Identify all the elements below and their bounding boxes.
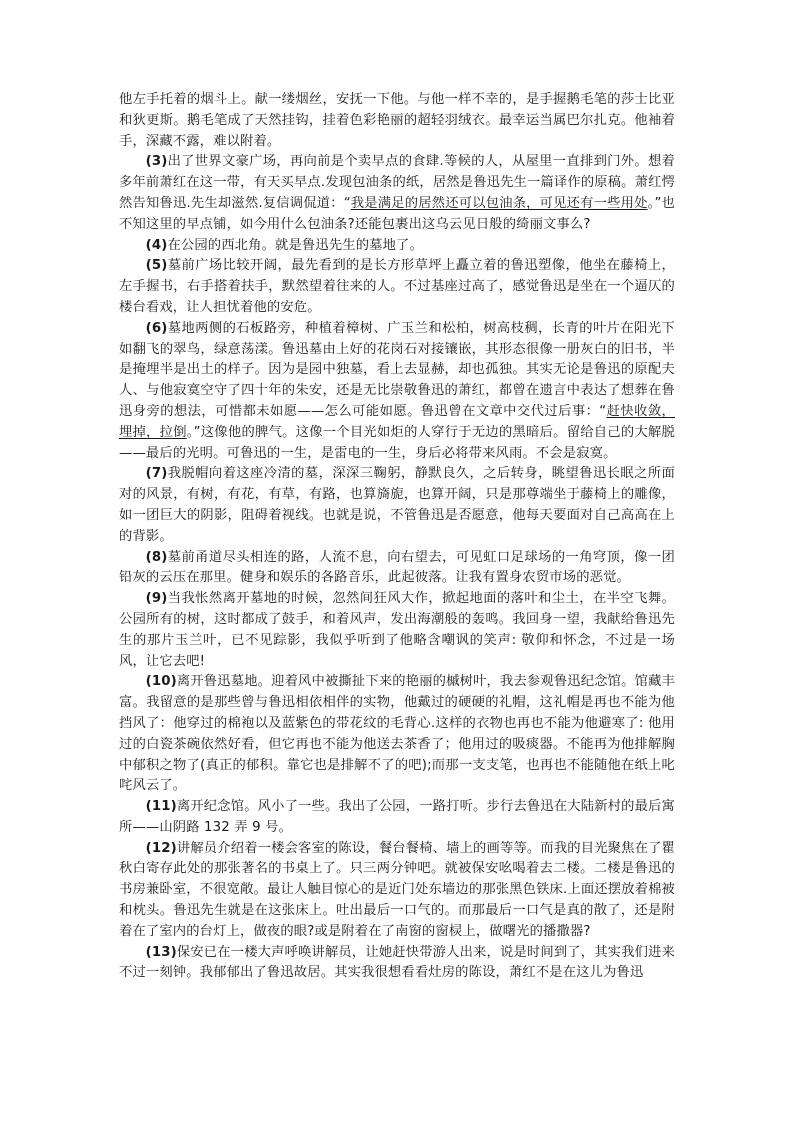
paragraph-7 [119,464,675,547]
paragraph-number: (4) [145,237,168,253]
article-body [119,90,675,984]
paragraph-number: (11) [145,799,177,815]
paragraph-number: (8) [145,549,168,565]
paragraph-text: 离开鲁迅墓地。迎着风中被撕扯下来的艳丽的槭树叶，我去参观鲁迅纪念馆。馆藏丰富。我留意的是那些曾与鲁迅相依相伴的实物，他戴过的硬硬的礼帽，这礼帽是再也不能为他挡风了：他穿过的棉袍以及蓝紫色的带花纹的毛背心.这样的衣物也再也不能为他避寒了: 他用过的白瓷茶碗依然好看，但它再也不能为他送去茶香了；他用过的吸痰器。不能再为他排解胸中郁积之物了(真正的郁积。靠它也是排解不了的吧);而那一支支笔，也再也不能随他在纸上叱咤风云了。 [119,674,675,794]
paragraph-9 [119,589,675,672]
paragraph-11 [119,797,675,839]
paragraph-text: 保安已在一楼大声呼唤讲解员，让她赶快带游人出来，说是时间到了，其实我们进来不过一刻钟。我郁郁出了鲁迅故居。其实我很想看看灶房的陈设，萧红不是在这儿为鲁迅 [119,944,675,981]
paragraph-text: 在公园的西北角。就是鲁迅先生的墓地了。 [167,237,423,253]
paragraph-number: (13) [145,944,177,960]
paragraph-number: (10) [145,674,177,690]
paragraph-text: 当我怅然离开墓地的时候，忽然间狂风大作，掀起地面的落叶和尘土，在半空飞舞。公园所有的树，这时都成了鼓手，和着风声，发出海潮般的轰鸣。我回身一望，我献给鲁迅先生的那片玉兰叶，已不见踪影，我似乎听到了他略含嘲讽的笑声: 敬仰和怀念，不过是一场风，让它去吧! [119,591,675,669]
paragraph-number: (9) [145,591,168,607]
paragraph-13 [119,943,675,985]
paragraph-10 [119,672,675,797]
paragraph-text: 离开纪念馆。风小了一些。我出了公园，一路打听。步行去鲁迅在大陆新村的最后寓所——山阴路 132 弄 9 号。 [119,799,675,835]
paragraph-text: 墓前甬道尽头相连的路，人流不息，向右望去，可见虹口足球场的一角穹顶，像一团铅灰的云压在那里。健身和娱乐的各路音乐，此起彼落。让我有置身农贸市场的恶觉。 [119,549,675,586]
paragraph-text: 。”也不知这里的早点铺，如今用什么包油条?还能包裹出这乌云见日般的绮丽文事么? [119,195,675,232]
paragraph-8 [119,548,675,590]
paragraph-text: 墓地两侧的石板路旁，种植着樟树、广玉兰和松柏，树高枝稠，长青的叶片在阳光下如翻飞的翠鸟，绿意荡漾。鲁迅墓由上好的花岗石对接镶嵌，其形态很像一册灰白的旧书，半是掩埋半是出土的样子。因为是园中独墓，看上去显赫，却也孤独。其实无论是鲁迅的原配夫人、与他寂寞空守了四十年的朱安，还是无比崇敬鲁迅的萧红，都曾在遗言中表达了想葬在鲁迅身旁的想法，可惜都未如愿——怎么可能如愿。鲁迅曾在文章中交代过后事：“ [119,320,675,419]
paragraph-text: 我脱帽向着这座冷清的墓，深深三鞠躬，静默良久，之后转身，眺望鲁迅长眠之所面对的风景，有树，有花，有草，有路，也算旖旎，也算开阔，只是那尊端坐于藤椅上的雕像，如一团巨大的阴影，阻碍着视线。也就是说，不管鲁迅是否愿意，他每天要面对自己高高在上的背影。 [119,466,675,544]
paragraph-text: 墓前广场比较开阔，最先看到的是长方形草坪上矗立着的鲁迅塑像，他坐在藤椅上，左手握书，右手搭着扶手，默然望着往来的人。不过基座过高了，感觉鲁迅是坐在一个逼仄的楼台看戏，让人担忧着他的安危。 [119,258,675,315]
paragraph-number: (3) [145,154,168,170]
paragraph-4 [119,236,675,257]
paragraph-number: (6) [145,320,168,336]
paragraph-12 [119,839,675,943]
paragraph-3 [119,152,675,235]
underlined-quote: 我是满足的居然还可以包油条，可见还有一些用处 [350,195,648,211]
paragraph-text: 出了世界文豪广场，再向前是个卖早点的食肆.等候的人，从屋里一直排到门外。想着多年前萧红在这一带，有天买早点.发现包油条的纸，居然是鲁迅先生一篇译作的原稿。萧红愕然告知鲁迅.先生却滋然.复信调侃道：“ [119,154,675,211]
paragraph-text: 他左手托着的烟斗上。献一缕烟丝，安抚一下他。与他一样不幸的，是手握鹅毛笔的莎士比亚和狄更斯。鹅毛笔成了天然挂钩，挂着色彩艳丽的超轻羽绒衣。最幸运当属巴尔扎克。他袖着手，深藏不露，难以附着。 [119,92,675,149]
paragraph-text: 讲解员介绍着一楼会客室的陈设，餐台餐椅、墙上的画等等。而我的目光聚焦在了瞿秋白寄存此处的那张著名的书桌上了。只三两分钟吧。就被保安吆喝着去二楼。二楼是鲁迅的书房兼卧室，不很宽敞。最让人触目惊心的是近门处东墙边的那张黑色铁床.上面还摆放着棉被和枕头。鲁迅先生就是在这张床上。吐出最后一口气的。而那最后一口气是真的散了，还是附着在了室内的台灯上，做夜的眼?或是附着在了南窗的窗棂上，做曙光的播撒器? [119,840,675,939]
paragraph-text: 。”这像他的脾气。这像一个目光如炬的人穿行于无边的黑暗后。留给自己的大解脱——最后的光明。可鲁迅的一生，是雷电的一生，身后必将带来风雨。不会是寂寞。 [119,424,675,461]
paragraph-number: (5) [145,258,168,274]
paragraph-number: (7) [145,466,168,482]
paragraph-6 [119,319,675,465]
paragraph-continued [119,90,675,152]
paragraph-number: (12) [145,840,177,856]
paragraph-5 [119,256,675,318]
underlined-quote: 赶快收敛，埋掉，拉倒 [119,403,675,440]
